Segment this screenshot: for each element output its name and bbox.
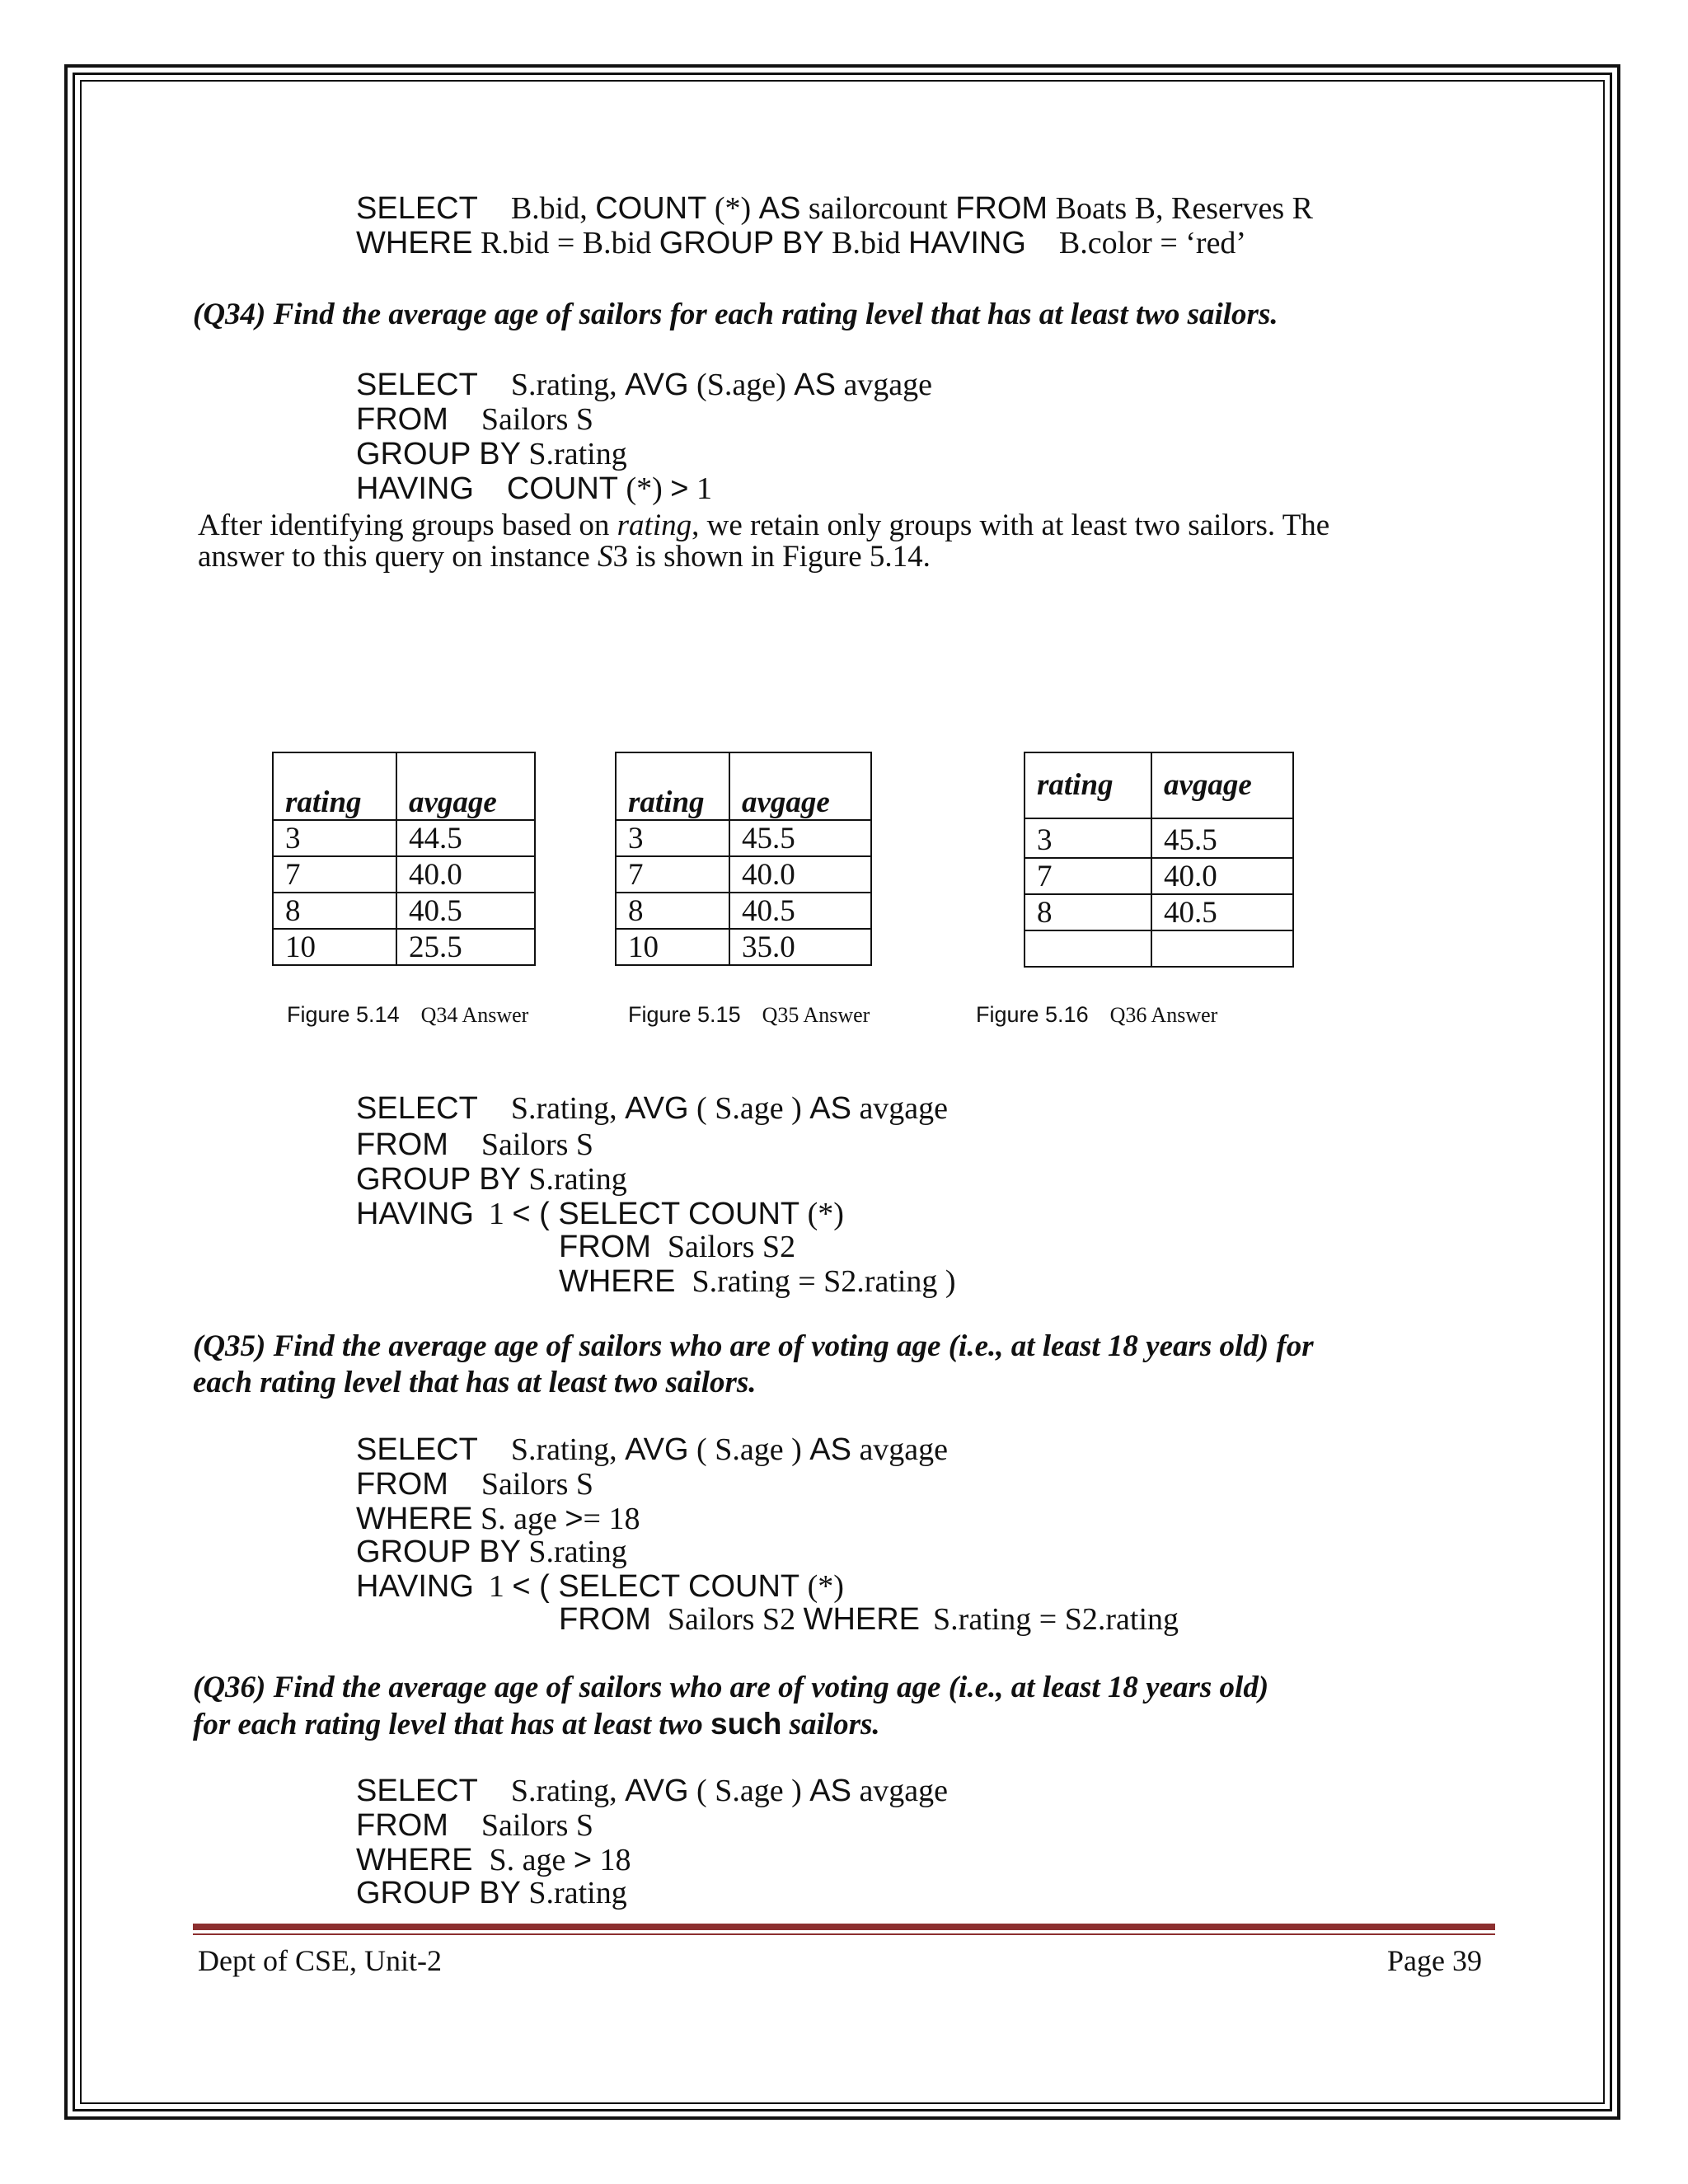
table-cell: 40.0 [729,856,871,893]
table-cell: 8 [616,893,729,929]
table-header: rating [616,752,729,820]
code-line: SELECT S.rating, AVG (S.age) AS avgage [356,368,933,402]
code-line: FROM Sailors S [356,1808,594,1843]
code-line: FROM Sailors S2 WHERE S.rating = S2.rating [559,1602,1179,1637]
table-cell: 8 [273,893,396,929]
code-line: WHERE S. age > 18 [356,1843,631,1877]
code-line: GROUP BY S.rating [356,437,627,471]
table-cell: 7 [616,856,729,893]
table-cell: 40.0 [396,856,535,893]
result-table-fig-5-16 [1024,752,1294,968]
table-header: avgage [1151,752,1293,818]
figure-caption: Figure 5.16 Q36 Answer [976,1002,1218,1027]
code-line: FROM Sailors S [356,1467,594,1502]
code-line: HAVING COUNT (*) > 1 [356,471,712,506]
question-q36: (Q36) Find the average age of sailors who are of voting age (i.e., at least 18 years old) [193,1671,1269,1704]
figure-caption: Figure 5.14 Q34 Answer [287,1002,529,1027]
table-cell: 44.5 [396,820,535,856]
figure-caption: Figure 5.15 Q35 Answer [628,1002,870,1027]
code-line: GROUP BY S.rating [356,1535,627,1569]
table-cell: 35.0 [729,929,871,965]
table-header: avgage [729,752,871,820]
code-line: SELECT S.rating, AVG ( S.age ) AS avgage [356,1091,949,1126]
table-cell: 7 [273,856,396,893]
paragraph-line: After identifying groups based on rating, we retain only groups with at least two sailors. The [198,509,1330,542]
code-line: FROM Sailors S [356,402,594,437]
code-line: WHERE R.bid = B.bid GROUP BY B.bid HAVING B.color = ‘red’ [356,226,1247,260]
question-q34: (Q34) Find the average age of sailors for each rating level that has at least two sailors. [193,298,1278,331]
table-cell: 25.5 [396,929,535,965]
question-q35: (Q35) Find the average age of sailors who are of voting age (i.e., at least 18 years old) for [193,1329,1314,1363]
table-cell [1151,930,1293,967]
table-cell: 40.5 [729,893,871,929]
table-cell: 8 [1025,894,1151,930]
code-line: GROUP BY S.rating [356,1876,627,1910]
table-cell: 45.5 [729,820,871,856]
footer-left: Dept of CSE, Unit-2 [198,1944,442,1977]
table-cell: 3 [273,820,396,856]
table-cell: 7 [1025,858,1151,894]
code-line: SELECT S.rating, AVG ( S.age ) AS avgage [356,1432,949,1467]
paragraph-line: answer to this query on instance S3 is shown in Figure 5.14. [198,540,931,574]
table-cell: 40.0 [1151,858,1293,894]
code-line: WHERE S.rating = S2.rating ) [559,1264,956,1299]
code-line: FROM Sailors S [356,1127,594,1162]
code-line: HAVING 1 < ( SELECT COUNT (*) [356,1197,844,1231]
code-line: HAVING 1 < ( SELECT COUNT (*) [356,1569,844,1604]
code-line: FROM Sailors S2 [559,1230,796,1264]
table-cell: 40.5 [1151,894,1293,930]
table-cell: 45.5 [1151,818,1293,858]
question-q35: each rating level that has at least two sailors. [193,1366,757,1399]
code-line: SELECT S.rating, AVG ( S.age ) AS avgage [356,1774,949,1808]
table-cell [1025,930,1151,967]
code-line: SELECT B.bid, COUNT (*) AS sailorcount FROM Boats B, Reserves R [356,191,1314,226]
table-header: avgage [396,752,535,820]
code-line: WHERE S. age >= 18 [356,1502,640,1536]
page-number: Page 39 [1387,1944,1482,1977]
footer-rule [193,1924,1495,1930]
code-line: GROUP BY S.rating [356,1162,627,1197]
table-header: rating [1025,752,1151,818]
footer-rule-thin [193,1933,1495,1935]
table-header: rating [273,752,396,820]
table-cell: 3 [616,820,729,856]
result-table-fig-5-15 [615,752,872,966]
table-cell: 10 [616,929,729,965]
table-cell: 3 [1025,818,1151,858]
table-cell: 10 [273,929,396,965]
result-table-fig-5-14 [272,752,536,966]
table-cell: 40.5 [396,893,535,929]
question-q36: for each rating level that has at least two such sailors. [193,1707,880,1741]
